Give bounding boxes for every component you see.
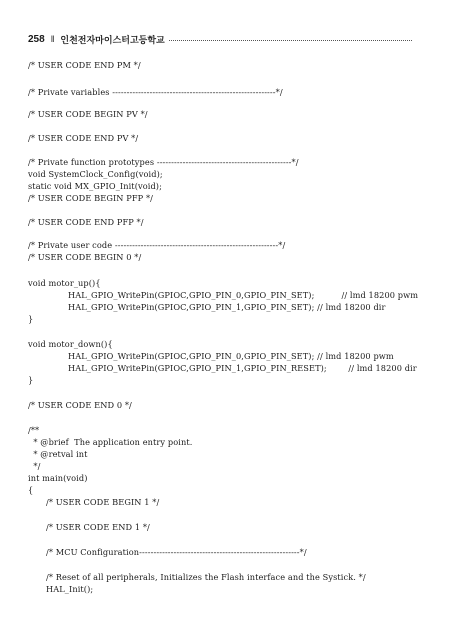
code-line: HAL_Init();: [46, 584, 94, 594]
code-line: /* USER CODE BEGIN PV */: [28, 109, 148, 119]
code-line: /* Private function prototypes -----------------------------------------------*/: [28, 157, 299, 167]
code-line: /**: [28, 425, 40, 435]
page-header: [28, 32, 412, 46]
code-line: {: [28, 485, 34, 495]
code-line: /* USER CODE BEGIN 1 */: [46, 497, 160, 507]
code-line: /* USER CODE END PFP */: [28, 217, 144, 227]
code-line: /* Reset of all peripherals, Initializes the Flash interface and the Systick. */: [46, 572, 366, 582]
code-line: /* MCU Configuration--------------------------------------------------------*/: [46, 547, 307, 557]
code-line: HAL_GPIO_WritePin(GPIOC,GPIO_PIN_0,GPIO_PIN_SET); // lmd 18200 pwm: [68, 351, 394, 361]
code-line: /* USER CODE BEGIN 0 */: [28, 252, 142, 262]
code-line: * @retval int: [28, 449, 88, 459]
code-line: /* USER CODE END 0 */: [28, 400, 132, 410]
header-title: 인천전자마이스터고등학교: [60, 34, 165, 45]
code-line: HAL_GPIO_WritePin(GPIOC,GPIO_PIN_1,GPIO_PIN_RESET); // lmd 18200 dir: [68, 363, 417, 373]
code-line: static void MX_GPIO_Init(void);: [28, 181, 162, 191]
code-line: HAL_GPIO_WritePin(GPIOC,GPIO_PIN_0,GPIO_PIN_SET); // lmd 18200 pwm: [68, 290, 419, 300]
code-line: /* USER CODE END PM */: [28, 60, 141, 70]
code-line: int main(void): [28, 473, 88, 483]
code-line: */: [28, 461, 41, 471]
code-line: void motor_down(){: [28, 339, 113, 349]
code-line: * @brief The application entry point.: [28, 437, 193, 447]
code-line: HAL_GPIO_WritePin(GPIOC,GPIO_PIN_1,GPIO_PIN_SET); // lmd 18200 dir: [68, 302, 386, 312]
code-line: /* USER CODE END PV */: [28, 133, 139, 143]
code-line: void SystemClock_Config(void);: [28, 169, 163, 179]
code-line: /* Private user code ---------------------------------------------------------*/: [28, 240, 286, 250]
code-line: }: [28, 314, 34, 324]
code-line: void motor_up(){: [28, 278, 101, 288]
header-separator: ‖: [50, 34, 55, 44]
page-number: 258: [28, 33, 45, 45]
code-line: /* Private variables ---------------------------------------------------------*/: [28, 87, 283, 97]
code-line: }: [28, 375, 34, 385]
code-line: /* USER CODE BEGIN PFP */: [28, 193, 154, 203]
header-dotted-rule: [169, 40, 412, 41]
code-line: /* USER CODE END 1 */: [46, 522, 150, 532]
